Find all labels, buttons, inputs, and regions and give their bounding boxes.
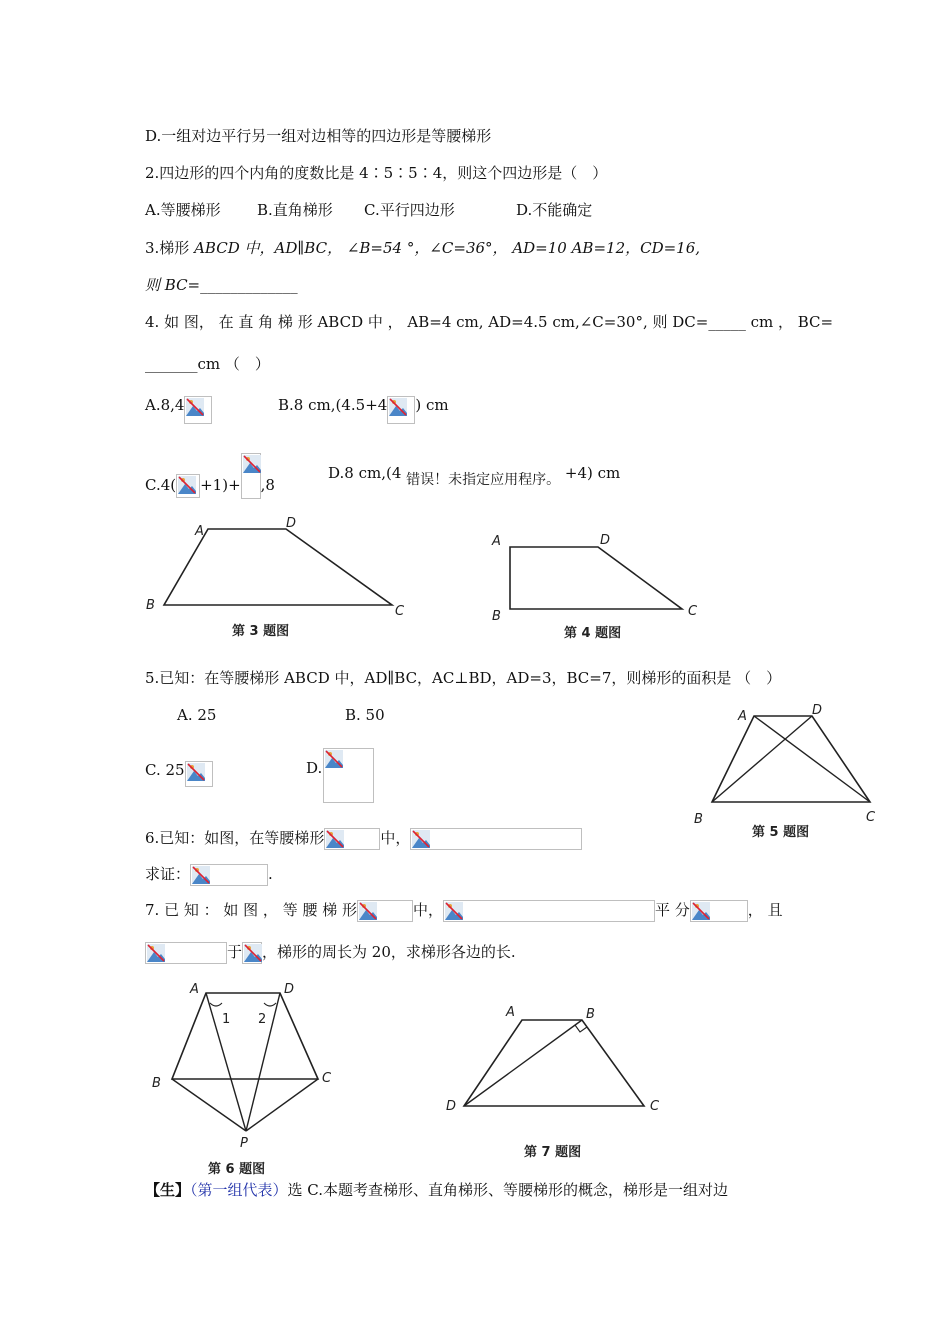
q4-option-b-text: B.8 cm,(4.5+4 — [278, 396, 388, 414]
q3-answer-blank: 则 BC=_____________ — [145, 276, 298, 294]
q5-option-b: B. 50 — [345, 706, 385, 724]
broken-image-icon — [690, 900, 748, 922]
q2-option-d: D.不能确定 — [516, 201, 593, 219]
isosceles-trapezoid-abcd — [464, 1020, 644, 1106]
q6-text-1: 6.已知：如图，在等腰梯形 — [145, 829, 325, 847]
q3-conditions: 中，AD∥BC， ∠B=54 °，∠C=36°， AD=10 AB=12，CD=16, — [239, 239, 701, 257]
fig7-label-c: C — [650, 1099, 660, 1114]
fig4-label-a: A — [492, 534, 501, 549]
figure-4 — [486, 525, 716, 650]
q7-text-2: 中， — [413, 901, 444, 919]
fig3-label-a: A — [195, 524, 204, 539]
segment-bp — [172, 1079, 246, 1131]
fig6-label-a: A — [190, 982, 199, 997]
q3-abcd: ABCD — [194, 239, 240, 257]
broken-image-icon — [184, 396, 212, 424]
q7-text-6: ，梯形的周长为 20，求梯形各边的长. — [262, 943, 516, 961]
diagonal-db — [464, 1020, 582, 1106]
q6-proof-label: 求证： — [145, 865, 191, 883]
fig6-angle-1: 1 — [222, 1012, 231, 1027]
q4-option-c-text-2: +1)+ — [200, 476, 241, 494]
q4-option-b — [278, 392, 449, 420]
student-tag: 【生】 — [145, 1181, 191, 1199]
q4-option-c-text-1: C.4( — [145, 476, 177, 494]
q4-option-a-text: A.8,4 — [145, 396, 185, 414]
q4-option-a — [145, 392, 212, 420]
q6-stem — [145, 828, 582, 850]
fig3-label-c: C — [395, 604, 405, 619]
q5-stem: 5.已知：在等腰梯形 ABCD 中，AD∥BC，AC⊥BD，AD=3，BC=7，则梯形的面积是 （ ） — [145, 669, 782, 687]
q1-option-d: D.一组对边平行另一组对边相等的四边形是等腰梯形 — [145, 127, 492, 145]
fig5-label-d: D — [812, 703, 823, 718]
student-text: 选 C.本题考查梯形、直角梯形、等腰梯形的概念，梯形是一组对边 — [287, 1181, 729, 1199]
right-angle-mark — [575, 1025, 587, 1032]
broken-image-icon — [190, 864, 268, 886]
fig7-label-b: B — [586, 1007, 595, 1022]
q6-proof-dot: . — [268, 865, 273, 883]
isosceles-trapezoid-abcd — [712, 716, 870, 802]
broken-image-icon — [387, 396, 415, 424]
fig5-label-b: B — [694, 812, 703, 827]
broken-image-icon — [410, 828, 582, 850]
q5-option-c — [145, 758, 213, 784]
q4-option-c — [145, 463, 275, 509]
q5-option-a: A. 25 — [177, 706, 217, 724]
q4-stem-2: _______cm （ ） — [145, 355, 270, 373]
q2-option-a: A.等腰梯形 — [145, 201, 221, 219]
q7-stem-2 — [145, 942, 516, 964]
fig4-label-c: C — [688, 604, 698, 619]
figure-5 — [688, 700, 888, 845]
fig4-label-d: D — [600, 533, 611, 548]
q4-option-d — [328, 463, 621, 488]
fig5-label-a: A — [738, 709, 747, 724]
fig6-label-p: P — [240, 1136, 248, 1151]
q3-prefix: 3.梯形 — [145, 239, 195, 257]
q4-stem: 4. 如 图， 在 直 角 梯 形 ABCD 中 ， AB=4 cm, AD=4.5 cm,∠C=30°, 则 DC=_____ cm ， BC= — [145, 313, 834, 331]
broken-image-icon — [241, 453, 261, 499]
broken-image-icon — [145, 942, 227, 964]
q2-option-b: B.直角梯形 — [257, 201, 333, 219]
fig6-label-d: D — [284, 982, 295, 997]
right-trapezoid-abcd — [510, 547, 682, 609]
broken-image-icon — [242, 942, 262, 964]
fig6-label-c: C — [322, 1071, 332, 1086]
fig7-caption: 第 7 题图 — [524, 1145, 582, 1160]
q6-proof — [145, 864, 273, 886]
q4-option-c-text-3: ,8 — [260, 476, 275, 494]
q5-option-d-text: D. — [306, 759, 323, 777]
fig3-caption: 第 3 题图 — [232, 624, 290, 639]
angle-2-arc — [264, 1003, 276, 1006]
q2-option-c: C.平行四边形 — [364, 201, 455, 219]
fig6-label-b: B — [152, 1076, 161, 1091]
q4-error-message: 错误！未指定应用程序。 — [406, 472, 561, 488]
q3-stem — [145, 238, 700, 258]
broken-image-icon — [185, 761, 213, 787]
q5-option-c-text: C. 25 — [145, 761, 185, 779]
figure-6 — [140, 975, 350, 1180]
broken-image-icon — [176, 474, 200, 498]
fig7-label-a: A — [506, 1005, 515, 1020]
q4-option-b-end: ) cm — [415, 396, 449, 414]
q4-option-d-text-1: D.8 cm,(4 — [328, 464, 402, 482]
fig4-label-b: B — [492, 609, 501, 624]
isosceles-trapezoid-abcd — [172, 993, 318, 1079]
q4-option-d-text-2: +4) cm — [564, 464, 621, 482]
angle-1-arc — [210, 1003, 222, 1006]
fig7-label-d: D — [446, 1099, 457, 1114]
q7-stem — [145, 900, 783, 922]
q6-text-2: 中， — [380, 829, 411, 847]
fig6-angle-2: 2 — [258, 1012, 267, 1027]
q7-text-4: ， 且 — [747, 901, 783, 919]
fig3-label-d: D — [286, 516, 297, 531]
q2-stem: 2.四边形的四个内角的度数比是 4∶5∶5∶4，则这个四边形是（ ） — [145, 164, 608, 182]
fig6-caption: 第 6 题图 — [208, 1162, 266, 1177]
q7-text-3: 平 分 — [655, 901, 690, 919]
q7-text-1: 7. 已 知 ： 如 图 ， 等 腰 梯 形 — [145, 901, 357, 919]
diagonal-ac — [754, 716, 870, 802]
broken-image-icon — [357, 900, 413, 922]
student-group: （第一组代表） — [190, 1181, 288, 1199]
q7-text-5: 于 — [227, 943, 243, 961]
figure-3 — [140, 515, 420, 645]
fig5-caption: 第 5 题图 — [752, 825, 810, 840]
fig3-label-b: B — [146, 598, 155, 613]
broken-image-icon — [443, 900, 655, 922]
fig5-label-c: C — [866, 810, 876, 825]
trapezoid-abcd — [164, 529, 392, 605]
broken-image-icon — [324, 828, 380, 850]
diagonal-bd — [712, 716, 812, 802]
fig4-caption: 第 4 题图 — [564, 626, 622, 641]
broken-image-icon — [323, 748, 374, 803]
figure-7 — [440, 1000, 680, 1165]
student-answer — [145, 1180, 728, 1200]
